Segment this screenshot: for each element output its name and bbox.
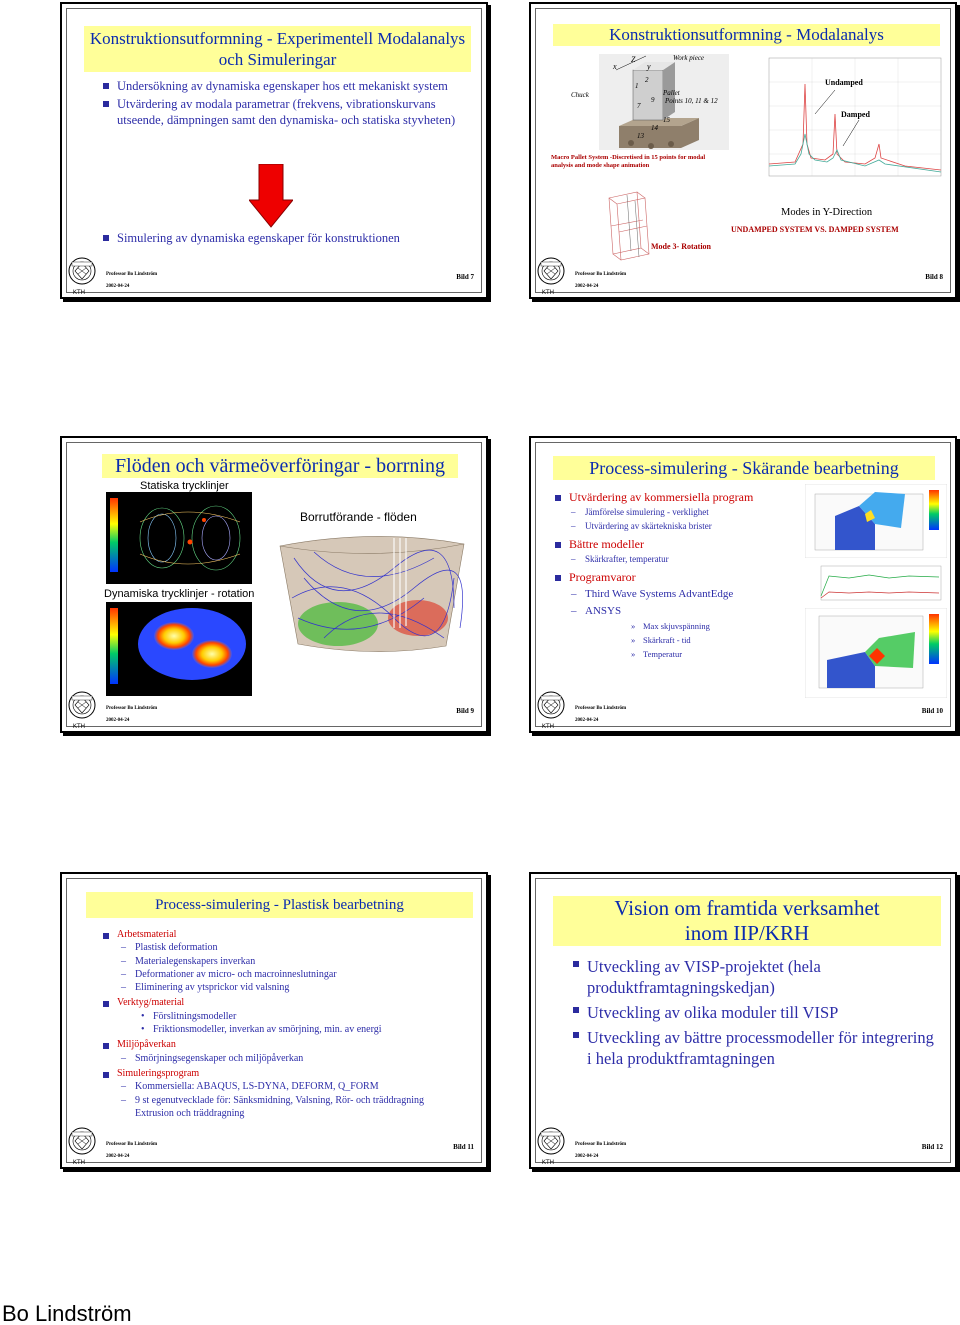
kth-logo-icon bbox=[66, 691, 98, 725]
list-item: » Max skjuvspänning bbox=[631, 619, 799, 633]
down-arrow-icon bbox=[249, 164, 293, 228]
list-item: – Jämförelse simulering - verklighet bbox=[571, 505, 799, 519]
slide-7-title: Konstruktionsutformning - Experimentell Modalanalys och Simuleringar bbox=[84, 26, 471, 72]
pallet-caption: Macro Pallet System -Discretised in 15 points for modal analysis and mode shape animation bbox=[551, 154, 706, 169]
slide-number: Bild 10 bbox=[921, 707, 943, 715]
mode-shape-image bbox=[597, 188, 657, 268]
slide-9: Flöden och värmeöverföringar - borrning Statiska trycklinjer Dynamiska trycklinjer - rotation Borrutförande - flöden KTH Professor Bo Lindström 2002-04-24 Bild 9 bbox=[60, 436, 488, 733]
slide-11: Process-simulering - Plastisk bearbetning Arbetsmaterial – Plastisk deformation – Materialegenskapers inverkan – Deformationer av micro- och macroinneslutningar – Eliminering av ytsprickor vid valsning Verktyg/material • Förslitningsmodeller • Friktionsmodeller, inverkan av smörjning, min. av energi Miljöpåverkan – Smörjningsegenskaper och miljöpåverkan Simuleringsprogram – Kommersiella: ABAQUS, LS-DYNA, DEFORM, Q_FORM – 9 st egenutvecklade för: Sänksmidning, Valsning, Rör- och träddragning Extrusion och träddragning KTH Professor Bo Lindström 2002-04-24 Bild 11 bbox=[60, 872, 488, 1169]
slide-number: Bild 8 bbox=[925, 273, 943, 281]
slide-12-bullets bbox=[587, 956, 937, 1069]
list-item: – Deformationer av micro- och macroinneslutningar bbox=[121, 968, 477, 981]
list-item: – Materialegenskapers inverkan bbox=[121, 955, 477, 968]
systems-label: UNDAMPED SYSTEM VS. DAMPED SYSTEM bbox=[731, 225, 899, 234]
slide-10-title: Process-simulering - Skärande bearbetning bbox=[553, 456, 935, 480]
list-item: – Skärkrafter, temperatur bbox=[571, 552, 799, 566]
list-item: Simuleringsprogram bbox=[117, 1067, 477, 1080]
list-item: Arbetsmaterial bbox=[117, 928, 477, 941]
kth-logo-icon bbox=[535, 691, 567, 725]
slide-number: Bild 7 bbox=[456, 273, 474, 281]
list-item: – Eliminering av ytsprickor vid valsning bbox=[121, 981, 477, 994]
advantedge-stress-image bbox=[805, 484, 947, 558]
kth-logo-icon bbox=[66, 257, 98, 291]
static-lines-label: Statiska trycklinjer bbox=[140, 480, 229, 492]
list-item: Utveckling av VISP-projektet (hela produktframtagningskedjan) bbox=[587, 956, 937, 998]
dynamic-lines-label: Dynamiska trycklinjer - rotation bbox=[104, 588, 255, 600]
slide-number: Bild 9 bbox=[456, 707, 474, 715]
slide-10: Process-simulering - Skärande bearbetning Utvärdering av kommersiella program – Jämförelse simulering - verklighet – Utvärdering av skärtekniska brister Bättre modeller – Skärkrafter, temperatur Programvaror – Third Wave Systems AdvantEdge – ANSYS » Max skjuvspänning » Skärkraft - tid » Temperatur KTH Professor Bo Lindström 2002-04-24 Bild 10 bbox=[529, 436, 957, 733]
mode-label: Mode 3- Rotation bbox=[651, 242, 711, 251]
slide-10-bullets bbox=[569, 490, 799, 661]
list-item: • Förslitningsmodeller bbox=[141, 1010, 477, 1023]
list-item: Utveckling av bättre processmodeller för integrering i hela produktframtagningen bbox=[587, 1027, 937, 1069]
advantedge-temperature-image bbox=[805, 608, 947, 698]
drilling-flow-label: Borrutförande - flöden bbox=[300, 510, 417, 524]
list-item: Bättre modeller bbox=[569, 537, 799, 552]
frf-plot-image bbox=[755, 54, 945, 188]
static-pressure-image bbox=[106, 492, 252, 584]
list-item: Verktyg/material bbox=[117, 996, 477, 1009]
list-item: – 9 st egenutvecklade för: Sänksmidning, Valsning, Rör- och träddragning Extrusion och träddragning bbox=[121, 1094, 451, 1121]
slide-7-bullets-2 bbox=[117, 230, 477, 246]
slide-8: Konstruktionsutformning - Modalanalys x Z y Work piece 1 2 Chuck Pallet Points 10, 11 & 12 7 9 15 14 13 Macro Pallet System -Discretised in 15 points for modal analysis and mode shape animation Undamped Damped Mode 3- Rotation Modes in Y-Direction UNDAMPED SYSTEM VS. DAMPED SYSTEM KTH Professor Bo Lindström 2002-04-24 Bild 8 bbox=[529, 2, 957, 299]
list-item: Miljöpåverkan bbox=[117, 1038, 477, 1051]
dynamic-pressure-image bbox=[106, 602, 252, 696]
undamped-label: Undamped bbox=[825, 78, 863, 87]
list-item: Utvärdering av kommersiella program bbox=[569, 490, 799, 505]
list-item: – ANSYS bbox=[571, 603, 799, 619]
list-item: Programvaror bbox=[569, 570, 799, 585]
list-item: Utvärdering av modala parametrar (frekvens, vibrationskurvans utseende, dämpningen samt den dynamiska- och statiska styvheten) bbox=[117, 96, 467, 128]
drilling-flow-image bbox=[274, 528, 468, 658]
slide-9-title: Flöden och värmeöverföringar - borrning bbox=[102, 454, 458, 478]
list-item: » Skärkraft - tid bbox=[631, 633, 799, 647]
list-item: • Friktionsmodeller, inverkan av smörjning, min. av energi bbox=[141, 1023, 477, 1036]
slide-8-title: Konstruktionsutformning - Modalanalys bbox=[553, 24, 940, 46]
list-item: Undersökning av dynamiska egenskaper hos ett mekaniskt system bbox=[117, 78, 467, 94]
slide-number: Bild 11 bbox=[453, 1143, 474, 1151]
list-item: » Temperatur bbox=[631, 647, 799, 661]
slide-7: Konstruktionsutformning - Experimentell Modalanalys och Simuleringar Undersökning av dynamiska egenskaper hos ett mekaniskt system Utvärdering av modala parametrar (frekvens, vibrationskurvans utseende, dämpningen samt den dynamiska- och statiska styvheten) Simulering av dynamiska egenskaper för konstruktionen KTH Professor Bo Lindström 2002-04-24 Bild 7 bbox=[60, 2, 488, 299]
list-item: Utveckling av olika moduler till VISP bbox=[587, 1002, 937, 1023]
kth-logo-icon bbox=[535, 257, 567, 291]
slide-12-title: Vision om framtida verksamhet inom IIP/KRH bbox=[553, 896, 941, 946]
list-item: – Smörjningsegenskaper och miljöpåverkan bbox=[121, 1052, 477, 1065]
cutting-force-plot bbox=[809, 562, 945, 606]
slide-7-bullets bbox=[117, 78, 467, 128]
slide-number: Bild 12 bbox=[921, 1143, 943, 1151]
damped-label: Damped bbox=[841, 110, 870, 119]
modes-direction-label: Modes in Y-Direction bbox=[781, 207, 873, 218]
list-item: – Third Wave Systems AdvantEdge bbox=[571, 585, 799, 603]
kth-logo-icon bbox=[66, 1127, 98, 1161]
list-item: Simulering av dynamiska egenskaper för konstruktionen bbox=[117, 230, 477, 246]
list-item: – Plastisk deformation bbox=[121, 941, 477, 954]
slide-11-bullets bbox=[117, 928, 477, 1120]
slide-11-title: Process-simulering - Plastisk bearbetning bbox=[86, 892, 473, 918]
page-footer-author: Bo Lindström bbox=[2, 1301, 132, 1325]
list-item: – Kommersiella: ABAQUS, LS-DYNA, DEFORM, Q_FORM bbox=[121, 1080, 477, 1093]
pallet-model-image bbox=[551, 48, 751, 168]
kth-logo-icon bbox=[535, 1127, 567, 1161]
list-item: – Utvärdering av skärtekniska brister bbox=[571, 519, 799, 533]
slide-12: Vision om framtida verksamhet inom IIP/KRH Utveckling av VISP-projektet (hela produktframtagningskedjan) Utveckling av olika moduler till VISP Utveckling av bättre processmodeller för integrering i hela produktframtagningen KTH Professor Bo Lindström 2002-04-24 Bild 12 bbox=[529, 872, 957, 1169]
